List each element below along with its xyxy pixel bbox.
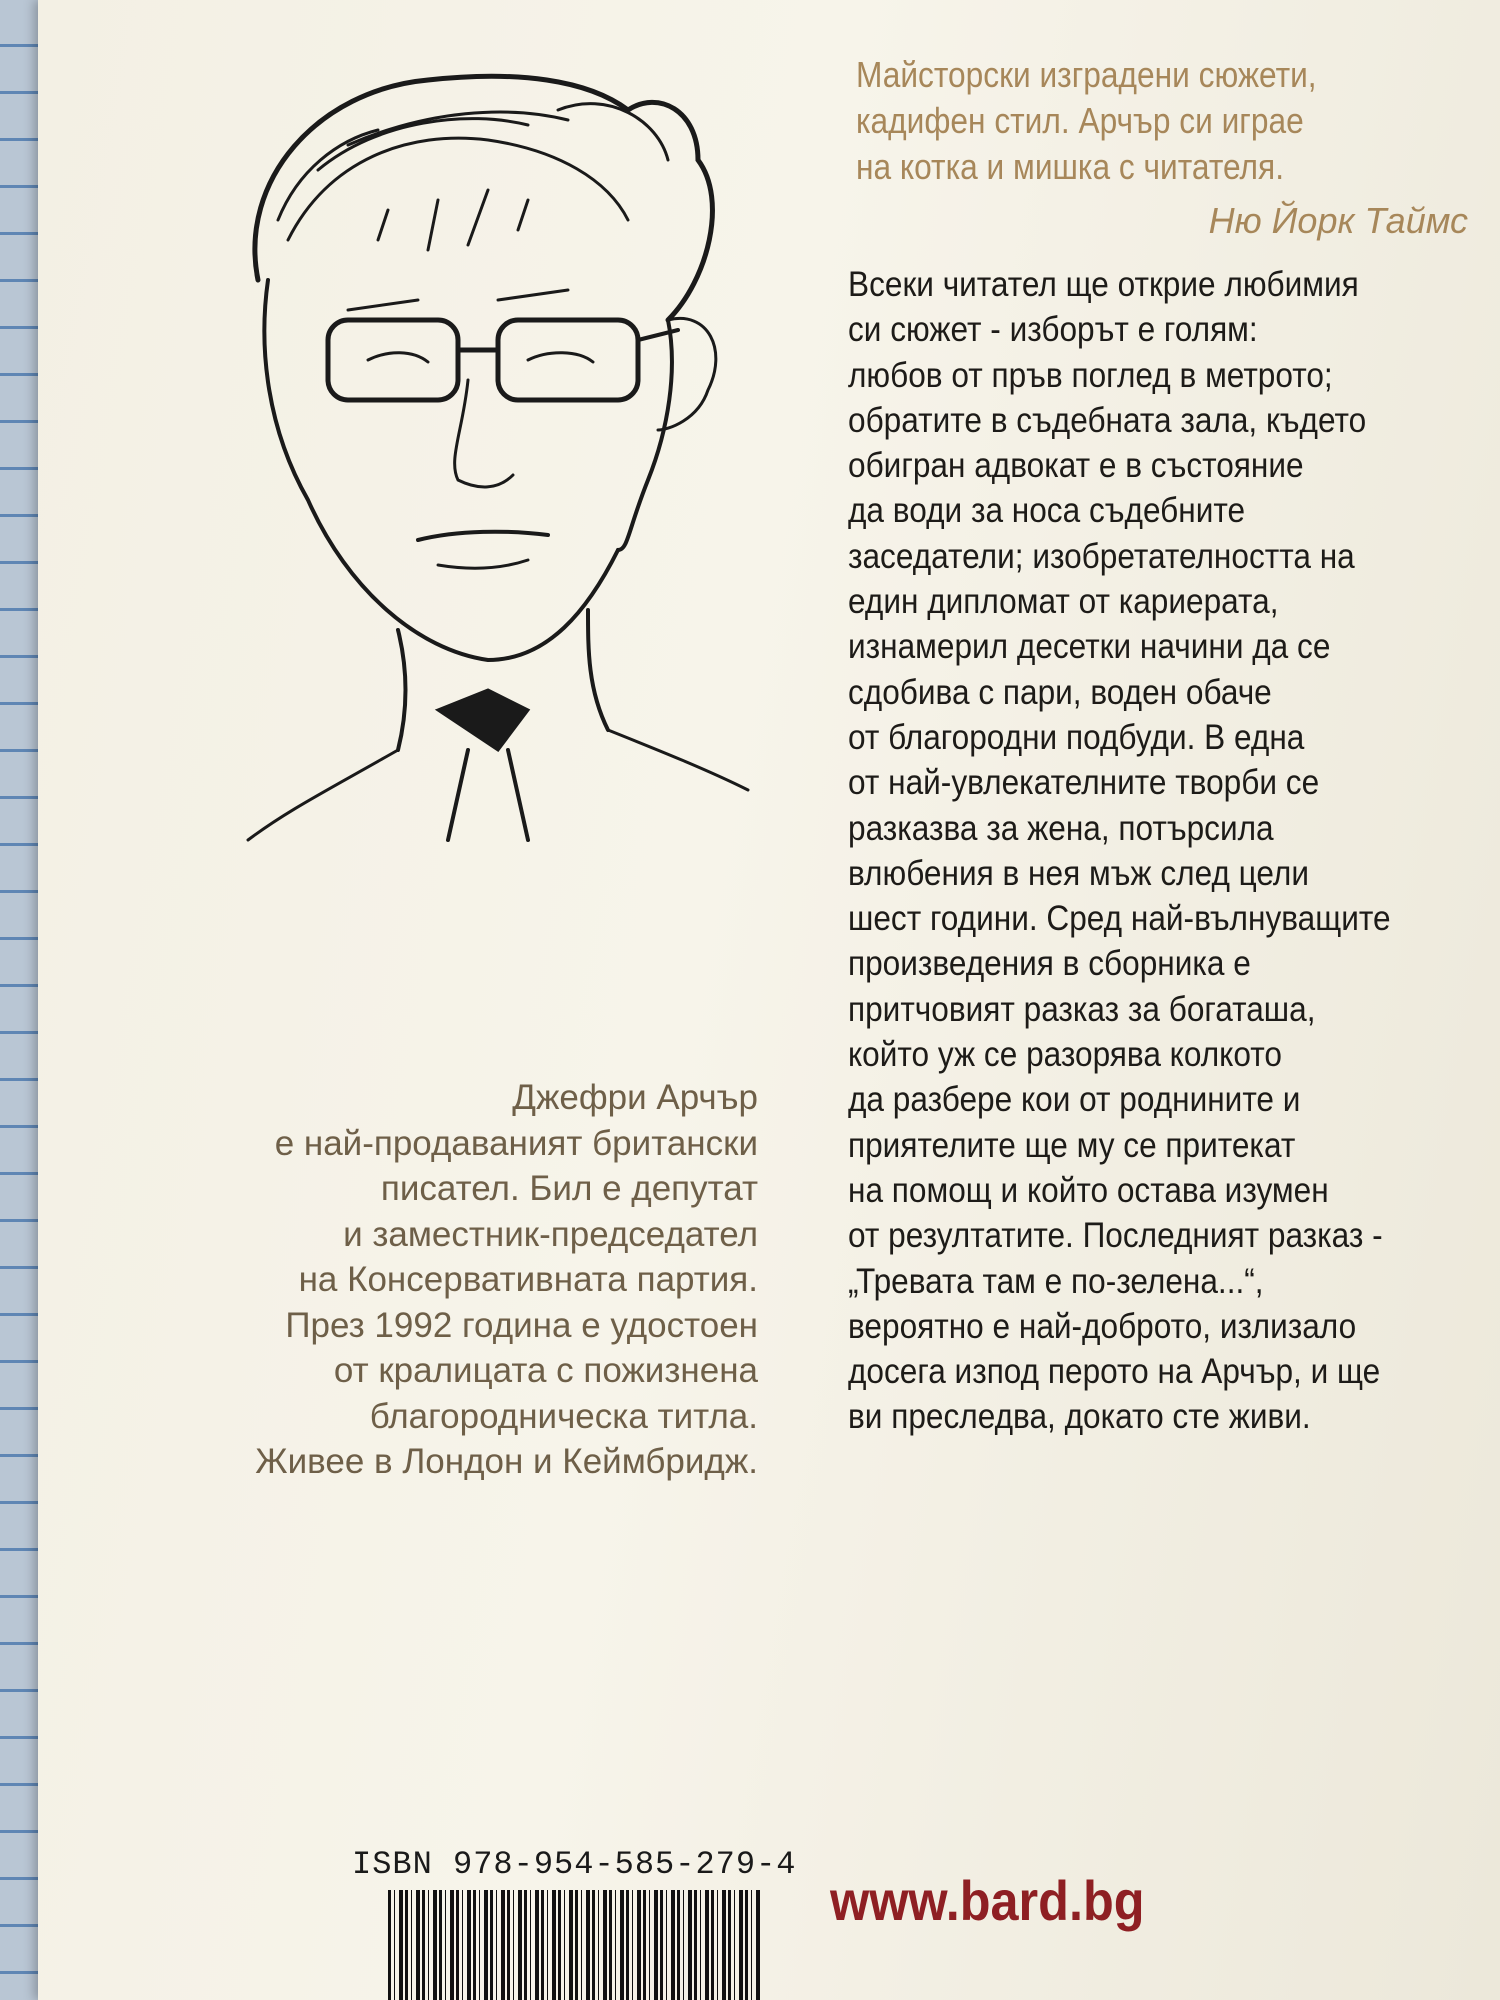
blurb-line: Всеки читател ще открие любимия [848,264,1359,304]
bio-line: от кралицата с пожизнена [333,1351,758,1390]
blurb-line: „Тревата там е по-зелена...“, [848,1260,1264,1301]
blurb-line: разказва за жена, потърсила [848,807,1274,848]
blurb-line: влюбения в нея мъж след цели [848,852,1310,893]
blurb-line: обратите в съдебната зала, където [848,399,1367,440]
blurb-line: изнамерил десетки начини да се [848,626,1331,667]
blurb-line: любов от пръв поглед в метрото; [848,354,1333,395]
bio-line: благородническа титла. [369,1396,758,1436]
blurb-line: произведения в сборника е [848,943,1251,984]
bio-line: е най-продаваният британски [274,1123,758,1163]
author-portrait-sketch [228,50,768,850]
review-quote [856,52,1384,190]
isbn-number: ISBN 978-954-585-279-4 [352,1846,797,1883]
quote-line: на котка и мишка с читателя. [856,146,1284,187]
bio-line: Живее в Лондон и Кеймбридж. [255,1442,758,1481]
bio-line: писател. Бил е депутат [380,1169,758,1208]
blurb-line: досега изпод перото на Арчър, и ще [848,1351,1381,1392]
blurb-line: от най-увлекателните творби се [848,762,1320,803]
blurb-line: шест години. Сред най-вълнуващите [848,898,1391,939]
blurb-line: заседатели; изобретателността на [848,535,1355,576]
blurb-line: приятелите ще му се притекат [848,1124,1296,1165]
barcode [388,1890,760,2000]
blurb-line: от резултатите. Последният разказ - [848,1215,1383,1256]
bio-line: През 1992 година е удостоен [285,1305,758,1345]
bio-line: и заместник-председател [343,1214,758,1254]
blurb-line: един дипломат от кариерата, [848,581,1279,622]
blurb-line: на помощ и който остава изумен [848,1169,1329,1210]
blurb-line: си сюжет - изборът е голям: [848,309,1258,350]
quote-line: Майсторски изградени сюжети, [856,54,1317,95]
blurb-line: да води за носа съдебните [848,490,1246,531]
blurb-line: да разбере кои от роднините и [848,1079,1301,1120]
publisher-website: www.bard.bg [830,1869,1145,1932]
blurb-line: който уж се разорява колкото [848,1034,1282,1075]
blurb-line: ви преследва, докато сте живи. [848,1396,1311,1437]
quote-source: Ню Йорк Таймс [1208,200,1468,241]
blurb-line: притчовият разказ за богаташа, [848,988,1316,1029]
book-blurb [848,262,1462,1440]
author-name: Джефри Арчър [512,1078,758,1117]
blurb-line: от благородни подбуди. В една [848,716,1305,757]
blurb-line: вероятно е най-доброто, излизало [848,1305,1357,1346]
bio-line: на Консервативната партия. [298,1260,758,1299]
quote-line: кадифен стил. Арчър си играе [856,100,1304,141]
blurb-line: сдобива с пари, воден обаче [848,671,1272,712]
author-bio [98,1075,758,1485]
book-back-cover [38,0,1500,2000]
blurb-line: обигран адвокат е в състояние [848,445,1304,486]
